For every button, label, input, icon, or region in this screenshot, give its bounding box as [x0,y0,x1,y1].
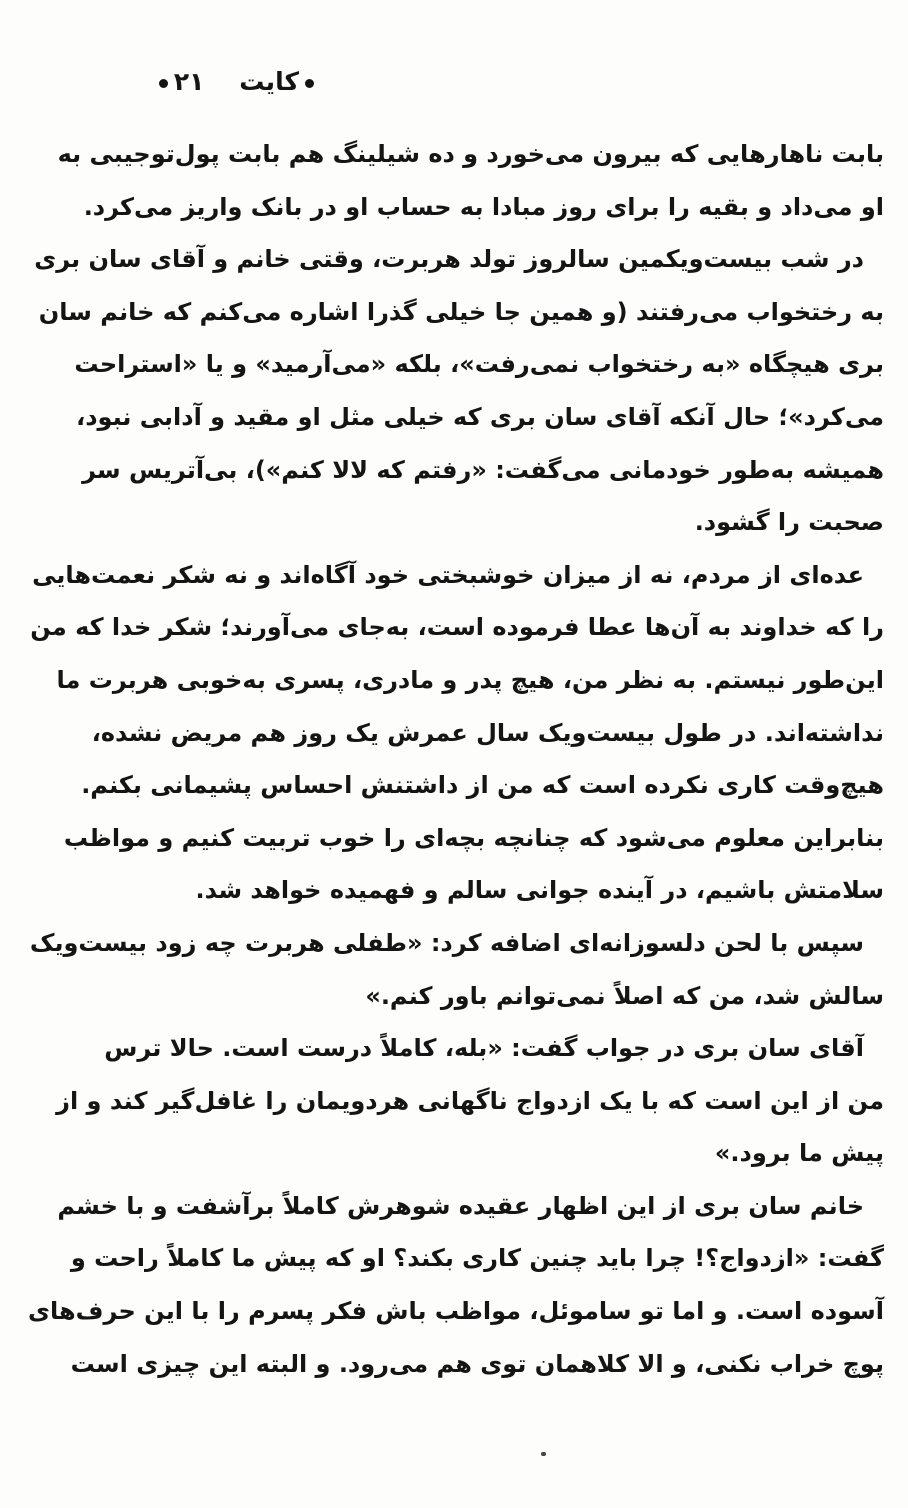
text-line: را که خداوند به آن‌ها عطا فرموده است، به‌جای می‌آورند؛ شکر خدا که من [30,613,884,642]
text-line: پیش ما برود.» [714,1139,884,1168]
page-number: ۲۱ [173,67,205,96]
text-line: من از این است که با یک ازدواج ناگهانی هردویمان را غافل‌گیر کند و از [56,1086,884,1115]
paragraph [28,1180,884,1390]
text-line: او می‌داد و بقیه را برای روز مبادا به حساب او در بانک واریز می‌کرد. [83,192,884,221]
text-line: خانم سان بری از این اظهار عقیده شوهرش کاملاً برآشفت و با خشم [57,1191,864,1220]
text-line: هیچ‌وقت کاری نکرده است که من از داشتنش احساس پشیمانی بکنم. [81,771,884,800]
text-line: آسوده است. و اما تو ساموئل، مواظب باش فکر پسرم را با این حرف‌های [28,1297,884,1326]
chapter-title: کایت [239,67,299,96]
text-line: به رختخواب می‌رفتند (و همین جا خیلی گذرا اشاره می‌کنم که خانم سان [38,297,884,326]
paragraph [30,549,884,917]
paragraph [29,917,884,1022]
ink-speck [541,1452,546,1456]
text-line: سپس با لحن دلسوزانه‌ای اضافه کرد: «طفلی هربرت چه زود بیست‌ویک [29,928,864,957]
bullet-dot-icon [305,79,314,88]
bullet-dot-icon [159,79,168,88]
text-line: در شب بیست‌ویکمین سالروز تولد هربرت، وقتی خانم و آقای سان بری [34,245,864,274]
text-line: عده‌ای از مردم، نه از میزان خوشبختی خود آگاه‌اند و نه شکر نعمت‌هایی [32,560,864,589]
paragraph [57,128,884,233]
text-line: بری هیچگاه «به رختخواب نمی‌رفت»، بلکه «می‌آرمید» و یا «استراحت [74,350,884,379]
body-text [28,128,884,1390]
text-line: بنابراین معلوم می‌شود که چنانچه بچه‌ای را خوب تربیت کنیم و مواظب [63,823,884,852]
text-line: می‌کرد»؛ حال آنکه آقای سان بری که خیلی مثل او مقید و آدابی نبود، [76,402,884,431]
text-line: بابت ناهارهایی که بیرون می‌خورد و ده شیلینگ هم بابت پول‌توجیبی به [57,140,884,168]
text-line: آقای سان بری در جواب گفت: «بله، کاملاً درست است. حالا ترس [104,1034,864,1063]
text-line: صحبت را گشود. [694,508,884,537]
text-line: پوچ خراب نکنی، و الا کلاهمان توی هم می‌رود. و البته این چیزی است [70,1349,884,1378]
running-header [120,62,320,102]
paragraph [56,1022,884,1180]
paragraph [34,233,884,549]
text-line: نداشته‌اند. در طول بیست‌ویک سال عمرش یک روز هم مریض نشده، [91,718,884,747]
text-line: سالش شد، من که اصلاً نمی‌توانم باور کنم.» [365,981,884,1010]
text-line: این‌طور نیستم. به نظر من، هیچ پدر و مادری، پسری به‌خوبی هربرت ما [56,665,884,694]
text-line: گفت: «ازدواج؟! چرا باید چنین کاری بکند؟ او که پیش ما کاملاً راحت و [70,1244,884,1273]
text-line: همیشه به‌طور خودمانی می‌گفت: «رفتم که لالا کنم»)، بی‌آتریس سر [82,455,884,484]
text-line: سلامتش باشیم، در آینده جوانی سالم و فهمیده خواهد شد. [195,876,884,905]
